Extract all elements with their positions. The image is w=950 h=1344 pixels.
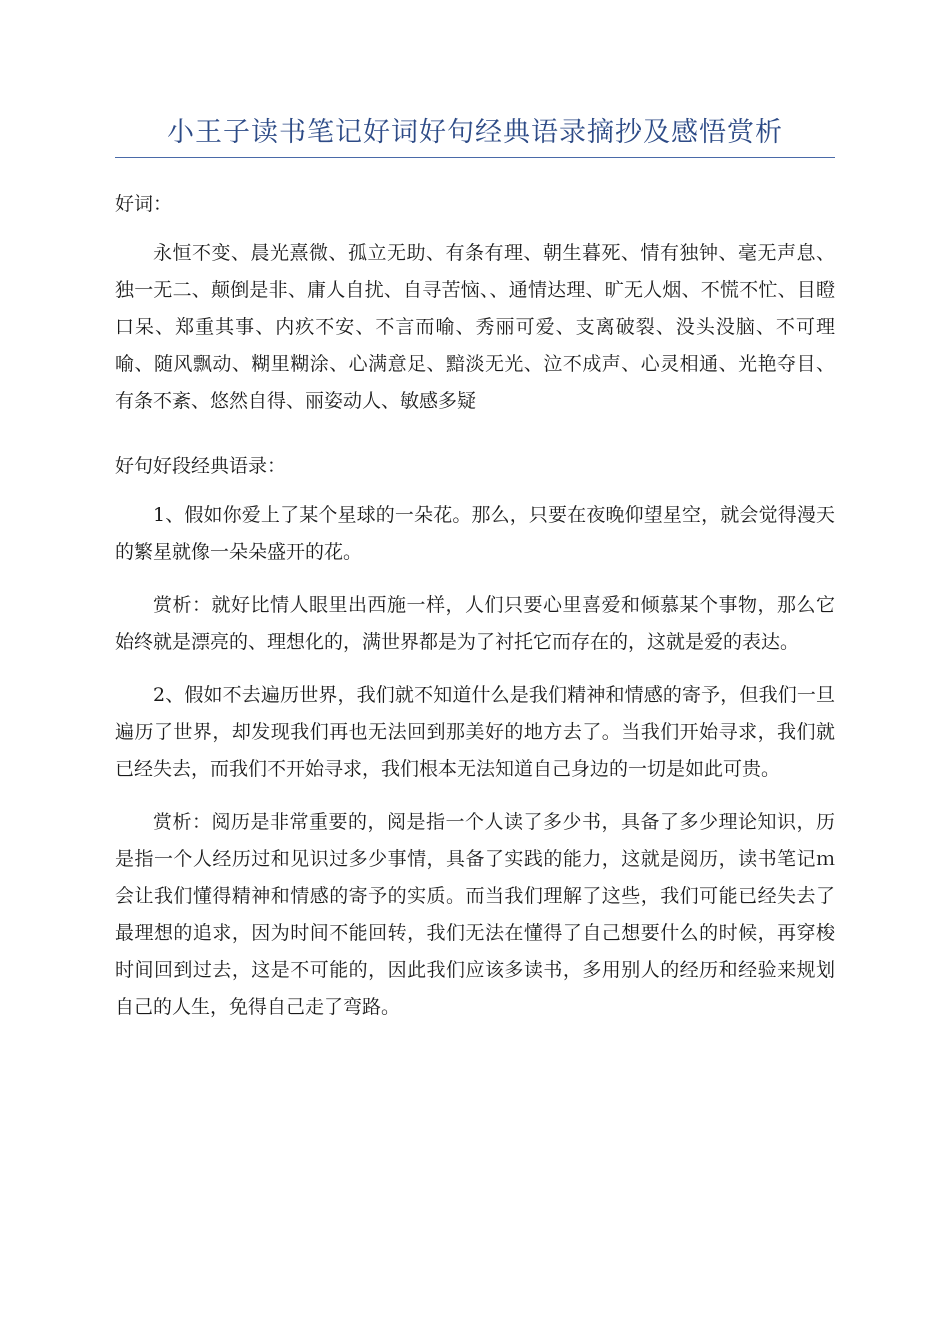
- good-words-heading: 好词：: [115, 193, 173, 215]
- document-page: [115, 110, 835, 1026]
- quotes-heading: 好句好段经典语录：: [115, 455, 287, 477]
- quote-1-paragraph: 1、假如你爱上了某个星球的一朵花。那么，只要在夜晚仰望星空，就会觉得漫天的繁星就像一朵朵盛开的花。: [115, 504, 835, 563]
- page-title: 小王子读书笔记好词好句经典语录摘抄及感悟赏析: [115, 110, 835, 158]
- quote-1-analysis-paragraph: 赏析：就好比情人眼里出西施一样，人们只要心里喜爱和倾慕某个事物，那么它始终就是漂亮的、理想化的，满世界都是为了衬托它而存在的，这就是爱的表达。: [115, 594, 835, 653]
- quote-2-analysis-paragraph: 赏析：阅历是非常重要的，阅是指一个人读了多少书，具备了多少理论知识，历是指一个人经历过和见识过多少事情，具备了实践的能力，这就是阅历，读书笔记ｍ会让我们懂得精神和情感的寄予的实质。而当我们理解了这些，我们可能已经失去了最理想的追求，因为时间不能回转，我们无法在懂得了自己想要什么的时候，再穿梭时间回到过去，这是不可能的，因此我们应该多读书，多用别人的经历和经验来规划自己的人生，免得自己走了弯路。: [115, 811, 835, 1018]
- good-words-paragraph: 永恒不变、晨光熹微、孤立无助、有条有理、朝生暮死、情有独钟、毫无声息、独一无二、颠倒是非、庸人自扰、自寻苦恼、、通情达理、旷无人烟、不慌不忙、目瞪口呆、郑重其事、内疚不安、不言而喻、秀丽可爱、支离破裂、没头没脑、不可理喻、随风飘动、糊里糊涂、心满意足、黯淡无光、泣不成声、心灵相通、光艳夺目、有条不紊、悠然自得、丽姿动人、敏感多疑: [115, 242, 835, 412]
- quote-2-paragraph: 2、假如不去遍历世界，我们就不知道什么是我们精神和情感的寄予，但我们一旦遍历了世界，却发现我们再也无法回到那美好的地方去了。当我们开始寻求，我们就已经失去，而我们不开始寻求，我们根本无法知道自己身边的一切是如此可贵。: [115, 684, 835, 780]
